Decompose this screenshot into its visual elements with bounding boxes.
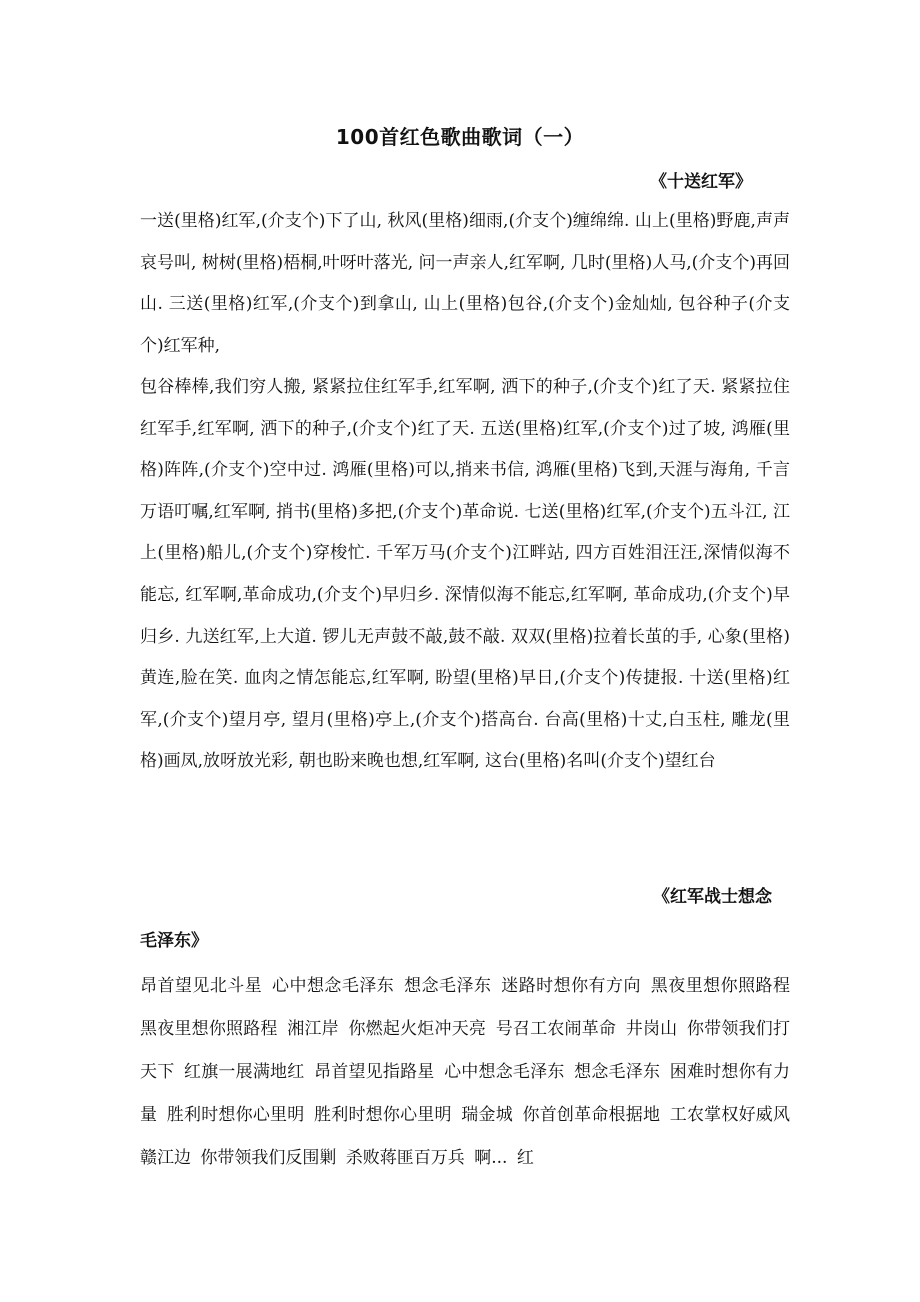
lyrics-paragraph: 昂首望见北斗星 心中想念毛泽东 想念毛泽东 迷路时想你有方向 黑夜里想你照路程 黑夜里想你照路程 湘江岸 你燃起火炬冲天亮 号召工农闹革命 井岗山 你带领我们打天下 红旗一展满地红 昂首望见指路星 心中想念毛泽东 想念毛泽东 困难时想你有力量 胜利时想你心里明 胜利时想你心里明 瑞金城 你首创革命根据地 工农掌权好威风 赣江边 你带领我们反围剿 杀败蒋匪百万兵 啊... 红 <box>140 976 790 1168</box>
song-title-line-2: 毛泽东》 <box>140 931 208 951</box>
lyrics-paragraph: 一送(里格)红军,(介支个)下了山, 秋风(里格)细雨,(介支个)缠绵绵. 山上(里格)野鹿,声声哀号叫, 树树(里格)梧桐,叶呀叶落光, 问一声亲人,红军啊, 几时(里格)人马,(介支个)再回山. 三送(里格)红军,(介支个)到拿山, 山上(里格)包谷,(介支个)金灿灿, 包谷种子(介支个)红军种, <box>140 211 790 356</box>
song-title: 《十送红军》 <box>650 172 752 192</box>
lyrics-paragraph: 包谷棒棒,我们穷人搬, 紧紧拉住红军手,红军啊, 洒下的种子,(介支个)红了天. 紧紧拉住红军手,红军啊, 洒下的种子,(介支个)红了天. 五送(里格)红军,(介支个)过了坡, 鸿雁(里格)阵阵,(介支个)空中过. 鸿雁(里格)可以,捎来书信, 鸿雁(里格)飞到,天涯与海角, 千言万语叮嘱,红军啊, 捎书(里格)多把,(介支个)革命说. 七送(里格)红军,(介支个)五斗江, 江上(里格)船儿,(介支个)穿梭忙. 千军万马(介支个)江畔站, 四方百姓泪汪汪,深情似海不能忘, 红军啊,革命成功,(介支个)早归乡. 深情似海不能忘,红军啊, 革命成功,(介支个)早归乡. 九送红军,上大道. 锣儿无声鼓不敲,鼓不敲. 双双(里格)拉着长茧的手, 心象(里格)黄连,脸在笑. 血肉之情怎能忘,红军啊, 盼望(里格)早日,(介支个)传捷报. 十送(里格)红军,(介支个)望月亭, 望月(里格)亭上,(介支个)搭高台. 台高(里格)十丈,白玉柱, 雕龙(里格)画凤,放呀放光彩, 朝也盼来晚也想,红军啊, 这台(里格)名叫(介支个)望红台 <box>140 377 790 772</box>
song-title-line-1: 《红军战士想念 <box>653 887 772 907</box>
document-title: 100首红色歌曲歌词（一） <box>335 125 585 149</box>
